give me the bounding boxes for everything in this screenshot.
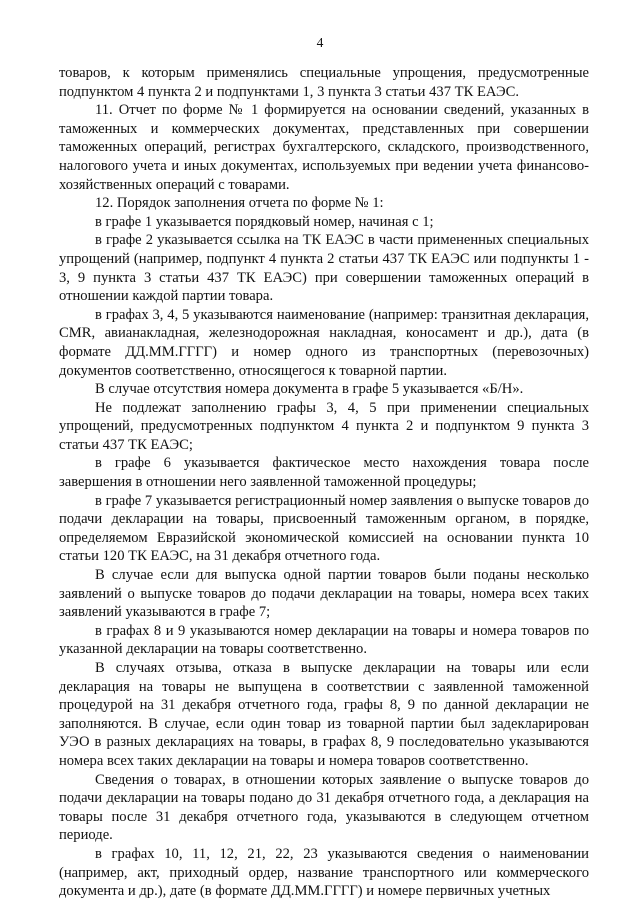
- paragraph: 11. Отчет по форме № 1 формируется на основании сведений, указанных в таможенных и коммерческих документах, представленных при совершении таможенных операций, регистрах бухгалтерского, складского, производственного, налогового учета и иных документах, используемых при ведении учета финансово-хозяйственных операций с товарами.: [59, 102, 589, 193]
- paragraph: в графе 2 указывается ссылка на ТК ЕАЭС в части примененных специальных упрощений (например, подпункт 4 пункта 2 статьи 437 ТК ЕАЭС или подпункты 1 - 3, 9 пункта 3 статьи 437 ТК ЕАЭС) при совершении таможенных операций в отношении каждой партии товара.: [59, 232, 589, 305]
- paragraph: Не подлежат заполнению графы 3, 4, 5 при применении специальных упрощений, предусмотренных подпунктом 4 пункта 2 и подпунктом 9 пункта 3 статьи 437 ТК ЕАЭС;: [59, 399, 589, 453]
- paragraph: товаров, к которым применялись специальные упрощения, предусмотренные подпунктом 4 пункта 2 и подпунктами 1, 3 пункта 3 статьи 437 ТК ЕАЭС.: [59, 65, 589, 100]
- paragraph: в графе 7 указывается регистрационный номер заявления о выпуске товаров до подачи декларации на товары, присвоенный таможенным органом, в порядке, определяемом Евразийской экономической комиссией на основании пункта 10 статьи 120 ТК ЕАЭС, на 31 декабря отчетного года.: [59, 492, 589, 565]
- paragraph: Сведения о товарах, в отношении которых заявление о выпуске товаров до подачи декларации на товары подано до 31 декабря отчетного года, а декларация на товары после 31 декабря отчетного года, указываются в следующем отчетном периоде.: [59, 771, 589, 844]
- paragraph: 12. Порядок заполнения отчета по форме № 1:: [95, 195, 384, 212]
- paragraph: в графе 1 указывается порядковый номер, начиная с 1;: [95, 213, 434, 230]
- paragraph: В случае отсутствия номера документа в графе 5 указывается «Б/Н».: [95, 381, 524, 398]
- paragraph: в графах 3, 4, 5 указываются наименование (например: транзитная декларация, CMR, авианакладная, железнодорожная накладная, коносамент и др.), дата (в формате ДД.ММ.ГГГГ) и номер одного из транспортных (перевозочных) документов соответственно, относящегося к товарной партии.: [59, 306, 589, 379]
- paragraph: В случае если для выпуска одной партии товаров были поданы несколько заявлений о выпуске товаров до подачи декларации на товары, номера всех таких заявлений указываются в графе 7;: [59, 567, 589, 621]
- document-body: [59, 64, 589, 901]
- page-number: 4: [316, 35, 324, 50]
- paragraph: в графах 10, 11, 12, 21, 22, 23 указываются сведения о наименовании (например, акт, приходный ордер, название транспортного или коммерческого документа и др.), дате (в формате ДД.ММ.ГГГГ) и номере первичных учетных: [59, 845, 589, 900]
- paragraph: В случаях отзыва, отказа в выпуске декларации на товары или если декларация на товары не выпущена в соответствии с заявленной таможенной процедурой на 31 декабря отчетного года, графы 8, 9 по данной декларации не заполняются. В случае, если один товар из товарной партии был задекларирован УЭО в разных декларациях на товары, в графах 8, 9 последовательно указываются номера всех таких декларации на товары и номера товаров соответственно.: [59, 660, 589, 769]
- paragraph: в графах 8 и 9 указываются номер декларации на товары и номера товаров по указанной декларации на товары соответственно.: [59, 622, 589, 658]
- paragraph: в графе 6 указывается фактическое место нахождения товара после завершения в отношении него заявленной таможенной процедуры;: [59, 455, 589, 491]
